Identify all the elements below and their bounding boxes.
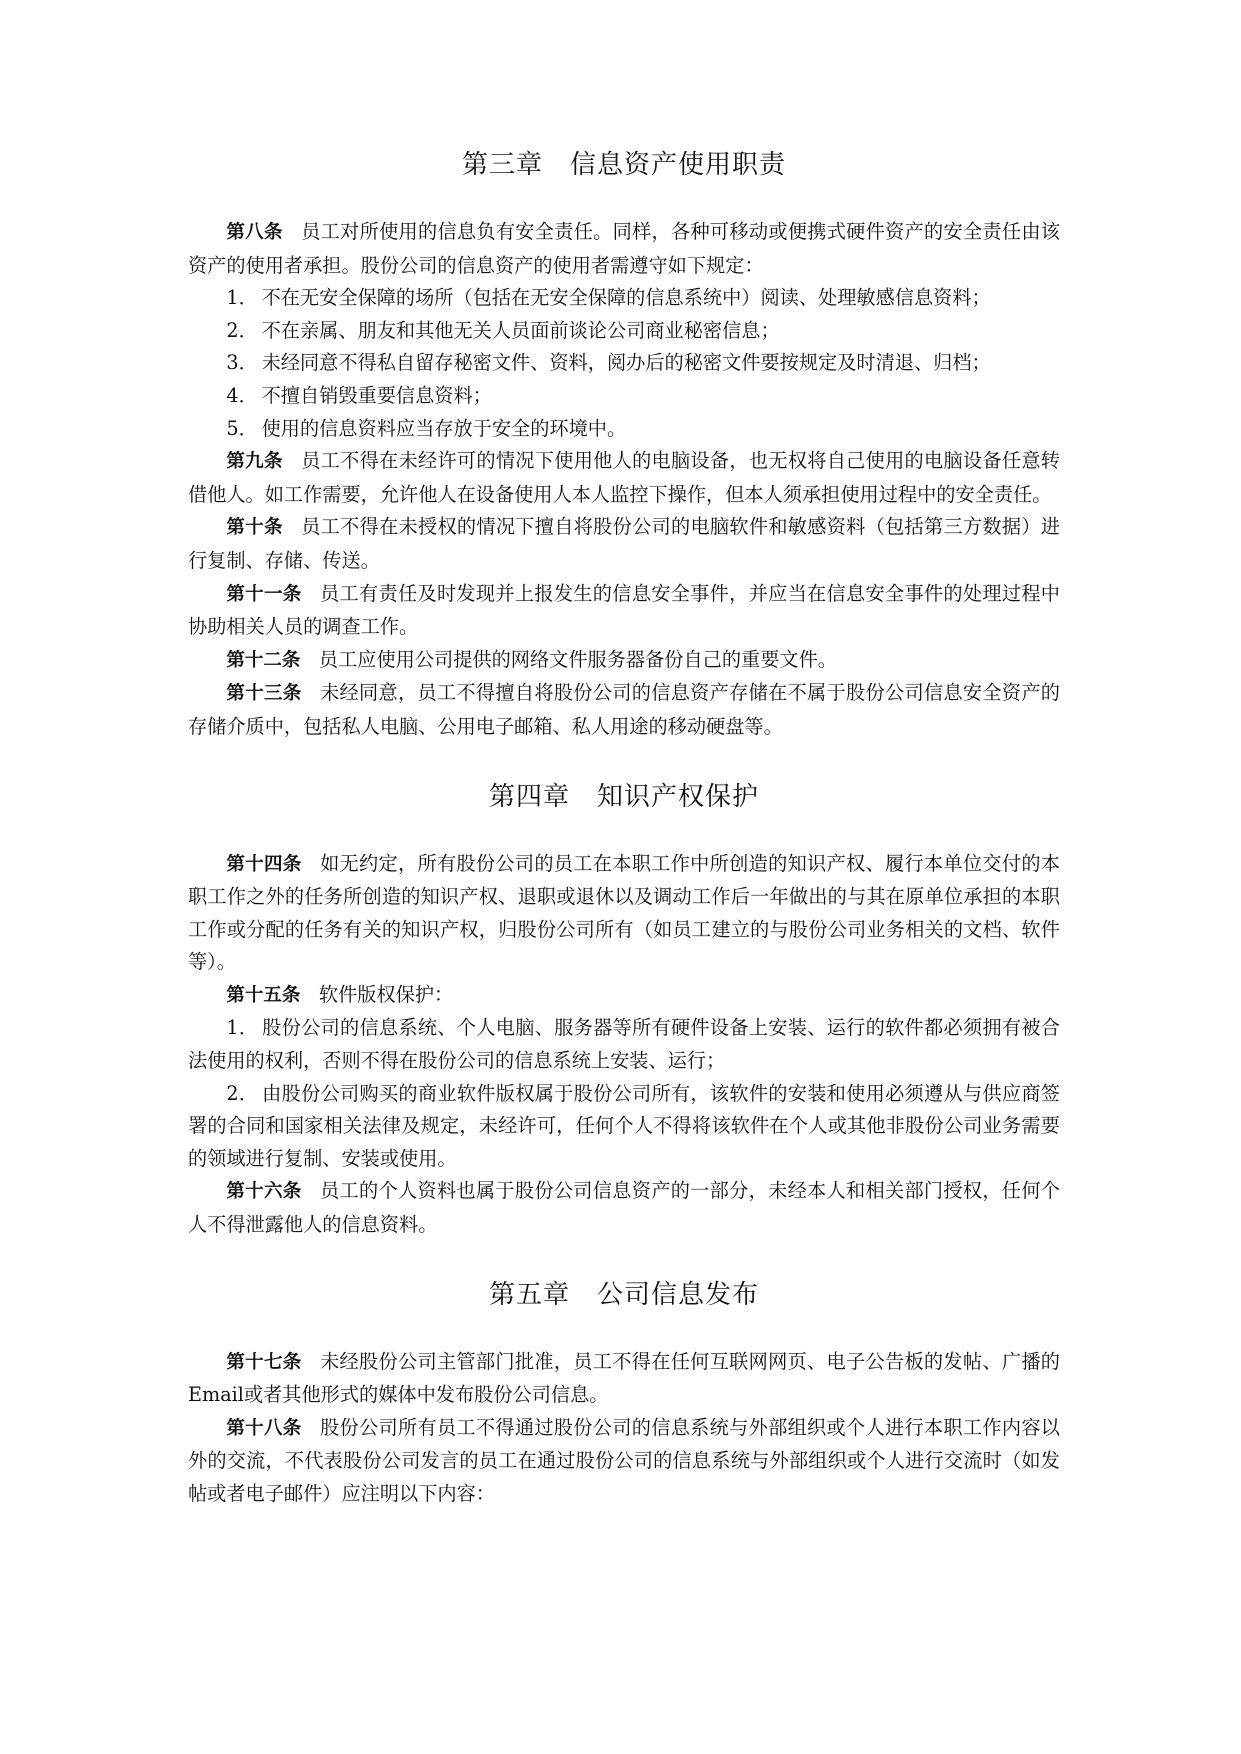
- article-17: [188, 1346, 1060, 1412]
- article-text: 未经股份公司主管部门批准，员工不得在任何互联网网页、电子公告板的发帖、广播的Email或者其他形式的媒体中发布股份公司信息。: [188, 1349, 1060, 1407]
- list-item: [188, 1078, 1060, 1176]
- list-item: [188, 413, 1060, 446]
- article-text: 员工有责任及时发现并上报发生的信息安全事件，并应当在信息安全事件的处理过程中协助相关人员的调查工作。: [188, 581, 1060, 639]
- chapter-title: 第四章 知识产权保护: [488, 781, 759, 812]
- list-item: [188, 347, 1060, 380]
- article-label: 第十七条: [226, 1351, 302, 1373]
- article-10: [188, 511, 1060, 577]
- article-text: 员工应使用公司提供的网络文件服务器备份自己的重要文件。: [318, 647, 837, 671]
- chapter-title: 第五章 公司信息发布: [488, 1279, 759, 1310]
- document-page: [188, 140, 1060, 1511]
- item-number: 2．: [226, 318, 258, 342]
- article-label: 第十六条: [226, 1181, 302, 1203]
- list-item: [188, 1012, 1060, 1077]
- article-text: 软件版权保护：: [318, 982, 454, 1006]
- article-label: 第十五条: [226, 984, 301, 1006]
- article-text: 未经同意，员工不得擅自将股份公司的信息资产存储在不属于股份公司信息安全资产的存储介质中，包括私人电脑、公用电子邮箱、私人用途的移动硬盘等。: [188, 681, 1060, 738]
- chapter-3: [188, 140, 1060, 744]
- article-label: 第八条: [226, 222, 283, 243]
- item-number: 2．: [226, 1081, 259, 1105]
- item-text: 股份公司的信息系统、个人电脑、服务器等所有硬件设备上安装、运行的软件都必须拥有被合法使用的权利，否则不得在股份公司的信息系统上安装、运行；: [188, 1016, 1060, 1073]
- article-label: 第十三条: [226, 683, 302, 705]
- article-label: 第十四条: [226, 853, 302, 875]
- item-text: 由股份公司购买的商业软件版权属于股份公司所有，该软件的安装和使用必须遵从与供应商签署的合同和国家相关法律及规定，未经许可，任何个人不得将该软件在个人或其他非股份公司业务需要的领域进行复制、安装或使用。: [188, 1081, 1060, 1170]
- item-text: 不在无安全保障的场所（包括在无安全保障的信息系统中）阅读、处理敏感信息资料；: [261, 286, 991, 310]
- item-text: 不在亲属、朋友和其他无关人员面前谈论公司商业秘密信息；: [261, 318, 780, 342]
- item-number: 1．: [226, 286, 258, 310]
- article-label: 第九条: [226, 451, 283, 473]
- chapter-5: [188, 1270, 1060, 1511]
- item-number: 4．: [226, 383, 258, 407]
- article-14: [188, 848, 1060, 979]
- article-label: 第十条: [226, 517, 283, 539]
- article-13: [188, 677, 1060, 743]
- article-16: [188, 1175, 1060, 1241]
- article-text: 如无约定，所有股份公司的员工在本职工作中所创造的知识产权、履行本单位交付的本职工作之外的任务所创造的知识产权、退职或退休以及调动工作后一年做出的与其在原单位承担的本职工作或分配的任务有关的知识产权，归股份公司所有（如员工建立的与股份公司业务相关的文档、软件等）。: [188, 851, 1060, 974]
- chapter-title: 第三章 信息资产使用职责: [461, 150, 786, 180]
- article-label: 第十二条: [226, 649, 301, 671]
- item-number: 1．: [226, 1016, 259, 1040]
- article-15: [188, 979, 1060, 1013]
- article-18: [188, 1412, 1060, 1511]
- list-item: [188, 380, 1060, 413]
- list-item: [188, 315, 1060, 348]
- article-text: 股份公司所有员工不得通过股份公司的信息系统与外部组织或个人进行本职工作内容以外的交流，不代表股份公司发言的员工在通过股份公司的信息系统与外部组织或个人进行交流时（如发帖或者电子邮件）应注明以下内容：: [188, 1415, 1060, 1505]
- article-11: [188, 578, 1060, 644]
- item-text: 未经同意不得私自留存秘密文件、资料，阅办后的秘密文件要按规定及时清退、归档；: [261, 351, 991, 375]
- item-number: 5．: [226, 416, 258, 440]
- article-12: [188, 644, 1060, 678]
- item-text: 使用的信息资料应当存放于安全的环境中。: [261, 416, 627, 440]
- item-number: 3．: [226, 351, 258, 375]
- article-text: 员工不得在未授权的情况下擅自将股份公司的电脑软件和敏感资料（包括第三方数据）进行复制、存储、传送。: [188, 515, 1060, 572]
- article-label: 第十八条: [226, 1417, 302, 1439]
- article-9: [188, 445, 1060, 511]
- item-text: 不擅自销毁重要信息资料；: [261, 383, 492, 407]
- article-text: 员工对所使用的信息负有安全责任。同样，各种可移动或便携式硬件资产的安全责任由该资产的使用者承担。股份公司的信息资产的使用者需遵守如下规定：: [188, 220, 1060, 277]
- list-item: [188, 282, 1060, 315]
- article-8: [188, 216, 1060, 282]
- article-label: 第十一条: [226, 583, 302, 605]
- chapter-4: [188, 772, 1060, 1242]
- article-text: 员工不得在未经许可的情况下使用他人的电脑设备，也无权将自己使用的电脑设备任意转借他人。如工作需要，允许他人在设备使用人本人监控下操作，但本人须承担使用过程中的安全责任。: [188, 449, 1060, 506]
- article-text: 员工的个人资料也属于股份公司信息资产的一部分，未经本人和相关部门授权，任何个人不得泄露他人的信息资料。: [188, 1179, 1060, 1237]
